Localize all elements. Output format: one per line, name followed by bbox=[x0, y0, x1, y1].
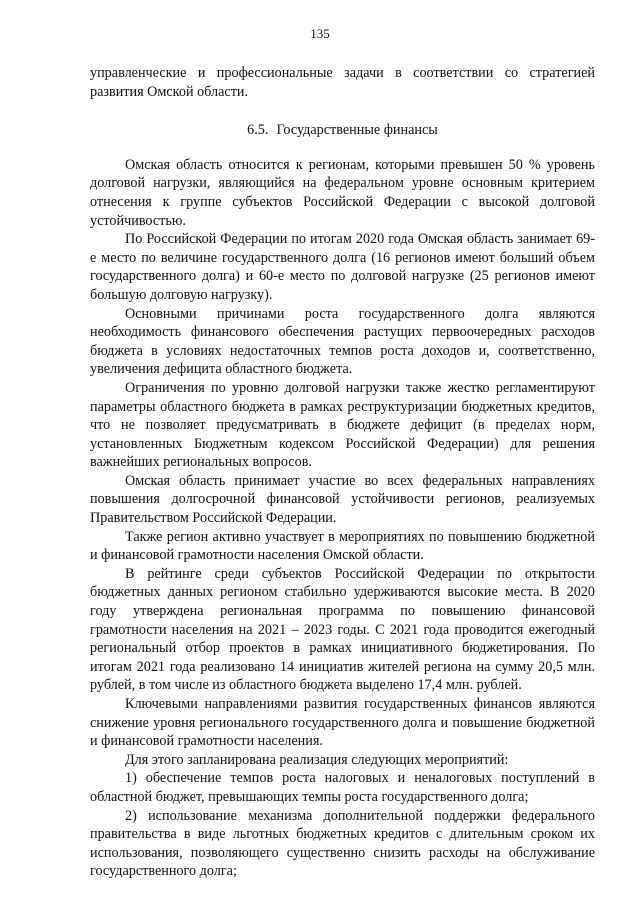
paragraph: Ограничения по уровню долговой нагрузки также жестко регламентируют параметры областного бюджета в рамках реструктуризации бюджетных кредитов, что не позволяет предусматривать в бюджете дефицит (в пределах норм, установленных Бюджетным кодексом Российской Федерации) для решения важнейших региональных вопросов. bbox=[90, 379, 595, 471]
paragraph: Основными причинами роста государственного долга являются необходимость финансового обеспечения растущих первоочередных расходов бюджета в условиях недостаточных темпов роста доходов и, соответственно, увеличения дефицита областного бюджета. bbox=[90, 305, 595, 378]
intro-paragraph: управленческие и профессиональные задачи в соответствии со стратегией развития Омской области. bbox=[90, 65, 595, 100]
section-number: 6.5. bbox=[247, 122, 269, 139]
paragraph: По Российской Федерации по итогам 2020 года Омская область занимает 69-е место по величине государственного долга (16 регионов имеют больший объем государственного долга) и 60-е место по долговой нагрузке (25 регионов имеют большую долговую нагрузку). bbox=[90, 231, 595, 303]
section-heading bbox=[90, 121, 595, 140]
paragraph: Омская область принимает участие во всех федеральных направлениях повышения долгосрочной финансовой устойчивости регионов, реализуемых Правительством Российской Федерации. bbox=[90, 472, 595, 527]
paragraph: Также регион активно участвует в мероприятиях по повышению бюджетной и финансовой грамотности населения Омской области. bbox=[90, 528, 595, 564]
paragraph: В рейтинге среди субъектов Российской Федерации по открытости бюджетных данных регионом стабильно удерживаются высокие места. В 2020 году утверждена региональная программа по повышению финансовой грамотности населения на 2021 – 2023 годы. С 2021 года проводится ежегодный региональный отбор проектов в рамках инициативного бюджетирования. По итогам 2021 года реализовано 14 инициатив жителей региона на сумму 20,5 млн. рублей, в том числе из областного бюджета выделено 17,4 млн. рублей. bbox=[90, 565, 595, 694]
list-item: 2) использование механизма дополнительной поддержки федерального правительства в виде льготных бюджетных кредитов с длительным сроком их использования, позволяющего существенно снизить расходы на обслуживание государственного долга; bbox=[90, 807, 595, 880]
paragraph: Омская область относится к регионам, которыми превышен 50 % уровень долговой нагрузки, являющийся на федеральном уровне основным критерием отнесения к группе субъектов Российской Федерации с высокой долговой устойчивостью. bbox=[90, 156, 595, 229]
paragraph: Ключевыми направлениями развития государственных финансов являются снижение уровня регионального государственного долга и повышение бюджетной и финансовой грамотности населения. bbox=[90, 696, 595, 750]
page-number: 135 bbox=[310, 26, 330, 41]
section-title: Государственные финансы bbox=[276, 122, 438, 139]
list-item: 1) обеспечение темпов роста налоговых и неналоговых поступлений в областной бюджет, превышающих темпы роста государственного долга; bbox=[90, 770, 595, 805]
document-body bbox=[90, 64, 595, 881]
paragraph: Для этого запланирована реализация следующих мероприятий: bbox=[125, 751, 509, 768]
